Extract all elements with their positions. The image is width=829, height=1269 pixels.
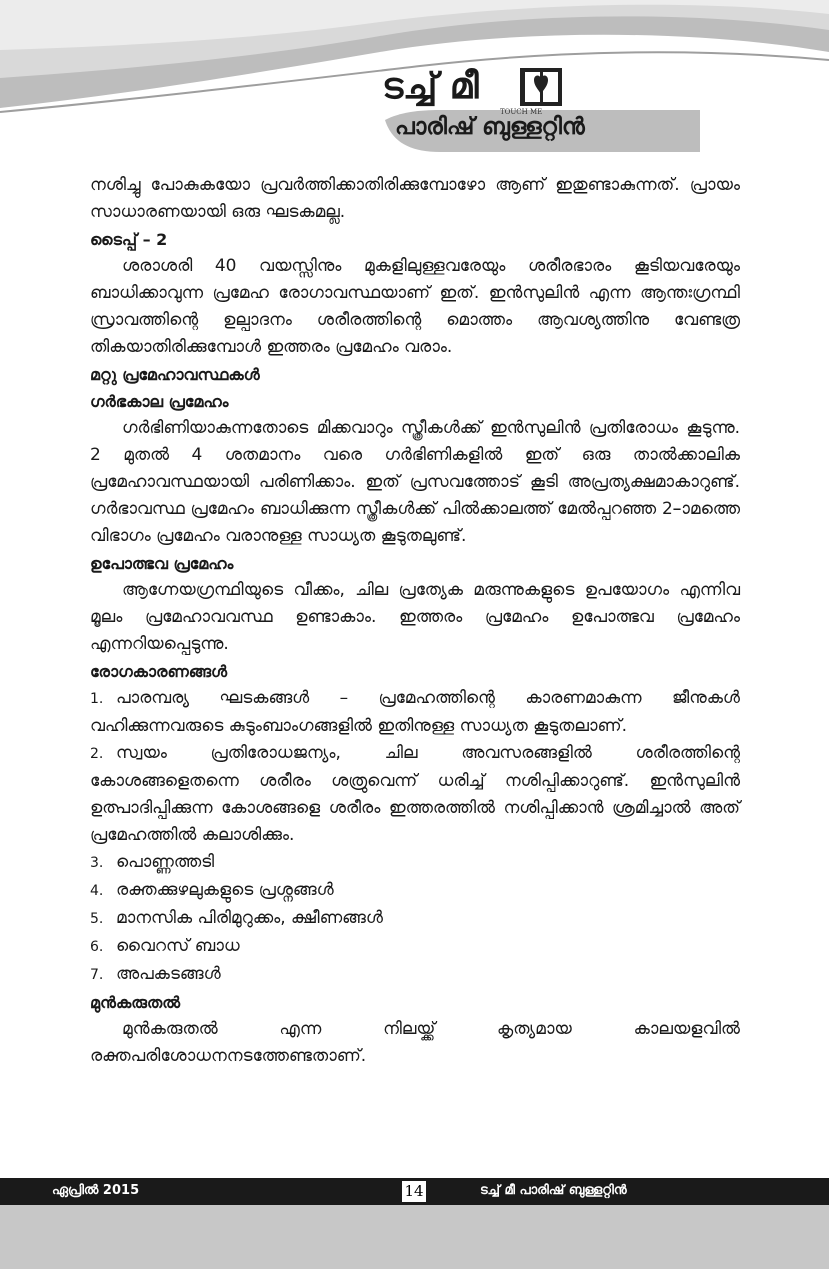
list-item [90, 961, 740, 989]
intro-paragraph: നശിച്ചു പോകുകയോ പ്രവർത്തിക്കാതിരിക്കുമ്പോഴോ ആണ് ഇതുണ്ടാകുന്നത്. പ്രായം സാധാരണയായി ഒരു ഘടകമല്ല. [90, 175, 740, 222]
list-item [90, 849, 740, 877]
list-item [90, 933, 740, 961]
article-body [90, 172, 740, 1070]
list-item-number: 4. [90, 883, 104, 899]
list-item-number: 1. [90, 691, 104, 707]
logo-tagline: TOUCH ME [500, 108, 543, 116]
list-item [90, 740, 740, 849]
list-item-text: മാനസിക പിരിമുറുക്കം, ക്ഷീണങ്ങൾ [116, 908, 383, 928]
causes-list [90, 685, 740, 989]
list-item-number: 5. [90, 911, 104, 927]
list-item-number: 2. [90, 746, 104, 762]
page-header [0, 0, 829, 160]
page-number: 14 [402, 1181, 426, 1202]
secondary-paragraph: ആഗ്നേയഗ്രന്ഥിയുടെ വീക്കം, ചില പ്രത്യേക മരുന്നുകളുടെ ഉപയോഗം എന്നിവ മൂലം പ്രമേഹാവവസ്ഥ ഉണ്ടാകാം. ഇത്തരം പ്രമേഹം ഉപോത്ഭവ പ്രമേഹം എന്നറിയപ്പെടുന്നു. [90, 580, 740, 654]
list-item-text: പൊണ്ണത്തടി [116, 852, 215, 872]
list-item-text: അപകടങ്ങൾ [116, 964, 221, 984]
heading-gestational: ഗർഭകാല പ്രമേഹം [90, 392, 229, 411]
page-footer [0, 1178, 829, 1205]
heading-prevention: മുൻകരുതൽ [90, 993, 181, 1012]
heading-causes: രോഗകാരണങ്ങൾ [90, 662, 228, 681]
gestational-paragraph: ഗർഭിണിയാകുന്നതോടെ മിക്കവാറും സ്ത്രീകൾക്ക് ഇൻസുലിൻ പ്രതിരോധം കൂടുന്നു. 2 മുതൽ 4 ശതമാനം വരെ ഗർഭിണികളിൽ ഇത് ഒരു താൽക്കാലിക പ്രമേഹാവസ്ഥയായി പരിണിക്കാം. ഇത് പ്രസവത്തോട് കൂടി അപ്രത്യക്ഷമാകാറുണ്ട്. ഗർഭാവസ്ഥ പ്രമേഹം ബാധിക്കുന്ന സ്ത്രീകൾക്ക് പിൽക്കാലത്ത് മേൽപ്പറഞ്ഞ 2–ാമത്തെ വിഭാഗം പ്രമേഹം വരാനുള്ള സാധ്യത കൂടുതലുണ്ട്. [90, 418, 740, 546]
list-item-text: പാരമ്പര്യ ഘടകങ്ങൾ – പ്രമേഹത്തിന്റെ കാരണമാകുന്ന ജീനുകൾ വഹിക്കുന്നവരുടെ കുടുംബാംഗങ്ങളിൽ ഇതിനുള്ള സാധ്യത കൂടുതലാണ്. [90, 688, 740, 736]
heading-secondary: ഉപോത്ഭവ പ്രമേഹം [90, 554, 234, 573]
list-item-text: സ്വയം പ്രതിരോധജന്യം, ചില അവസരങ്ങളിൽ ശരീരത്തിന്റെ കോശങ്ങളെതന്നെ ശരീരം ശത്രുവെന്ന് ധരിച്ച് നശിപ്പിക്കാറുണ്ട്. ഇൻസുലിൻ ഉത്പാദിപ്പിക്കുന്ന കോശങ്ങളെ ശരീരം ഇത്തരത്തിൽ നശിപ്പിക്കാൻ ശ്രമിച്ചാൽ അത് പ്രമേഹത്തിൽ കലാശിക്കും. [90, 743, 740, 845]
footer-title: ടച്ച് മീ പാരിഷ് ബുള്ളറ്റിൻ [480, 1183, 627, 1198]
heading-other-conditions: മറ്റു പ്രമേഹാവസ്ഥകൾ [90, 365, 260, 384]
logo-title: ടച്ച് മീ [382, 66, 479, 107]
type2-paragraph: ശരാശരി 40 വയസ്സിനും മുകളിലുള്ളവരേയും ശരീരഭാരം കൂടിയവരേയും ബാധിക്കാവുന്ന പ്രമേഹ രോഗാവസ്ഥയാണ് ഇത്. ഇൻസുലിൻ എന്ന ആന്തഃഗ്രന്ഥി സ്രാവത്തിന്റെ ഉല്പാദനം ശരീരത്തിന്റെ മൊത്തം ആവശ്യത്തിനു വേണ്ടത്ര തികയാതിരിക്കുമ്പോൾ ഇത്തരം പ്രമേഹം വരാം. [90, 256, 740, 357]
list-item [90, 877, 740, 905]
list-item-text: വൈറസ് ബാധ [116, 936, 240, 956]
list-item-number: 7. [90, 967, 104, 983]
bottom-band [0, 1205, 829, 1269]
prevention-paragraph: മുൻകരുതൽ എന്ന നിലയ്ക്ക് കൃത്യമായ കാലയളവിൽ രക്തപരിശോധനനടത്തേണ്ടതാണ്. [90, 1019, 740, 1066]
list-item-number: 3. [90, 855, 104, 871]
list-item [90, 905, 740, 933]
heading-type2: ടൈപ്പ് – 2 [90, 230, 168, 249]
list-item-text: രക്തക്കുഴലുകളുടെ പ്രശ്നങ്ങൾ [116, 880, 334, 900]
bulletin-name: പാരിഷ് ബുള്ളറ്റിൻ [395, 114, 585, 140]
footer-date: ഏപ്രിൽ 2015 [52, 1183, 140, 1198]
list-item [90, 685, 740, 740]
list-item-number: 6. [90, 939, 104, 955]
